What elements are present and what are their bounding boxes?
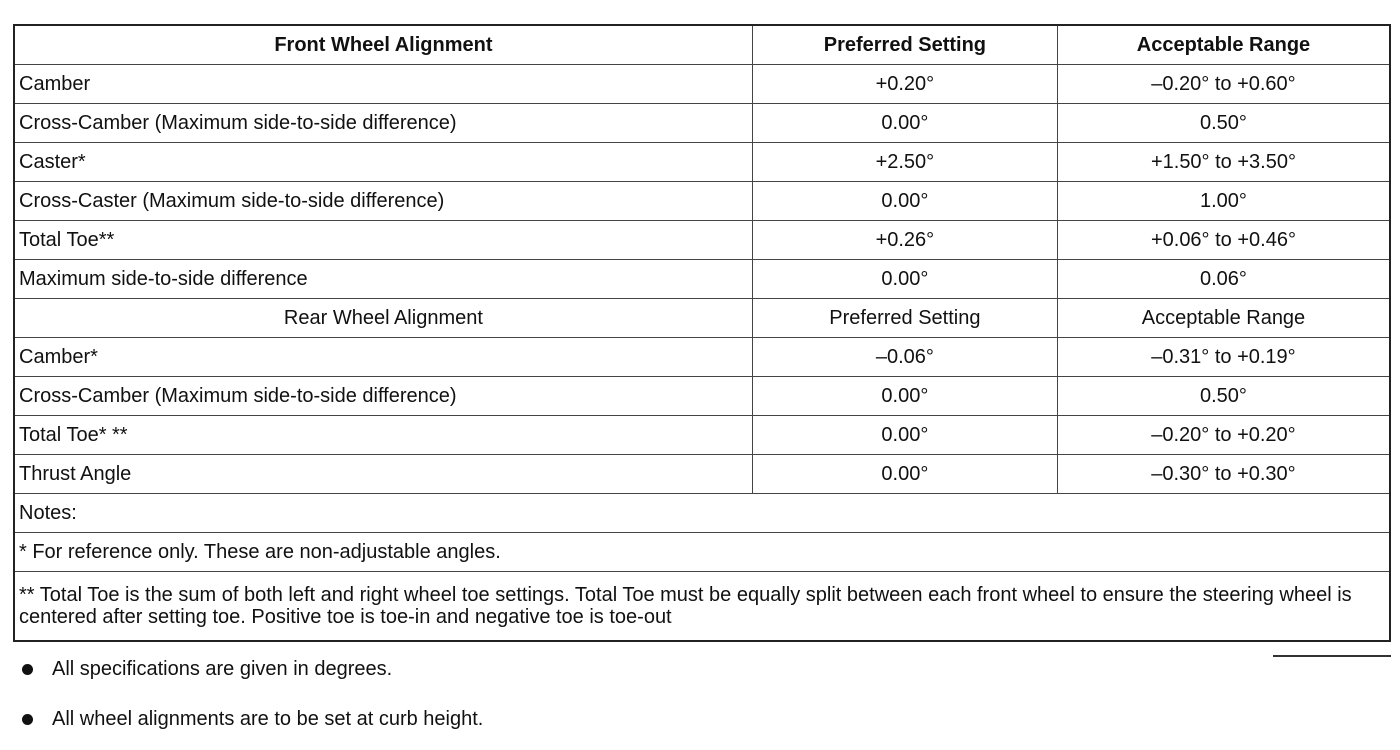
note-row: [14, 533, 1390, 572]
range-cell: –0.30° to +0.30°: [1057, 455, 1390, 494]
table-row: [14, 338, 1390, 377]
preferred-cell: 0.00°: [752, 260, 1057, 299]
preferred-cell: 0.00°: [752, 377, 1057, 416]
bullet-text: All specifications are given in degrees.: [52, 658, 393, 680]
bullet-list: [20, 650, 483, 750]
note-row: [14, 572, 1390, 642]
preferred-cell: +0.26°: [752, 221, 1057, 260]
parameter-cell: Caster*: [14, 143, 752, 182]
parameter-cell: Cross-Caster (Maximum side-to-side difference): [14, 182, 752, 221]
list-item: [20, 700, 483, 750]
table-row: [14, 65, 1390, 104]
table-row: [14, 377, 1390, 416]
rear-header-row: [14, 299, 1390, 338]
table-row: [14, 182, 1390, 221]
parameter-cell: Camber*: [14, 338, 752, 377]
table-row: [14, 260, 1390, 299]
range-cell: +1.50° to +3.50°: [1057, 143, 1390, 182]
range-cell: 0.06°: [1057, 260, 1390, 299]
parameter-cell: Cross-Camber (Maximum side-to-side difference): [14, 104, 752, 143]
notes-title: Notes:: [14, 494, 1390, 533]
range-cell: –0.20° to +0.20°: [1057, 416, 1390, 455]
range-cell: 1.00°: [1057, 182, 1390, 221]
rear-header-parameter: Rear Wheel Alignment: [14, 299, 752, 338]
parameter-cell: Total Toe**: [14, 221, 752, 260]
parameter-cell: Cross-Camber (Maximum side-to-side difference): [14, 377, 752, 416]
preferred-cell: 0.00°: [752, 182, 1057, 221]
range-cell: 0.50°: [1057, 377, 1390, 416]
preferred-cell: –0.06°: [752, 338, 1057, 377]
note-total-toe: ** Total Toe is the sum of both left and right wheel toe settings. Total Toe must be equally split between each front wheel to ensure the steering wheel is centered after setting toe. Positive toe is toe-in and negative toe is toe-out: [14, 572, 1390, 642]
preferred-cell: 0.00°: [752, 416, 1057, 455]
parameter-cell: Total Toe* **: [14, 416, 752, 455]
front-header-parameter: Front Wheel Alignment: [14, 25, 752, 65]
front-header-preferred: Preferred Setting: [752, 25, 1057, 65]
list-item: [20, 650, 483, 700]
parameter-cell: Thrust Angle: [14, 455, 752, 494]
table-row: [14, 455, 1390, 494]
note-reference-only: * For reference only. These are non-adjustable angles.: [14, 533, 1390, 572]
preferred-cell: +2.50°: [752, 143, 1057, 182]
preferred-cell: 0.00°: [752, 455, 1057, 494]
range-cell: –0.31° to +0.19°: [1057, 338, 1390, 377]
rear-header-preferred: Preferred Setting: [752, 299, 1057, 338]
range-cell: +0.06° to +0.46°: [1057, 221, 1390, 260]
range-cell: 0.50°: [1057, 104, 1390, 143]
rear-header-range: Acceptable Range: [1057, 299, 1390, 338]
preferred-cell: 0.00°: [752, 104, 1057, 143]
notes-title-row: [14, 494, 1390, 533]
alignment-spec-table: [13, 24, 1391, 642]
table-row: [14, 416, 1390, 455]
table-row: [14, 221, 1390, 260]
table-row: [14, 143, 1390, 182]
table-row: [14, 104, 1390, 143]
parameter-cell: Maximum side-to-side difference: [14, 260, 752, 299]
bullet-icon: [22, 664, 33, 675]
horizontal-rule: [1273, 655, 1391, 657]
parameter-cell: Camber: [14, 65, 752, 104]
front-header-range: Acceptable Range: [1057, 25, 1390, 65]
preferred-cell: +0.20°: [752, 65, 1057, 104]
bullet-icon: [22, 714, 33, 725]
range-cell: –0.20° to +0.60°: [1057, 65, 1390, 104]
front-header-row: [14, 25, 1390, 65]
bullet-text: All wheel alignments are to be set at curb height.: [52, 708, 484, 730]
